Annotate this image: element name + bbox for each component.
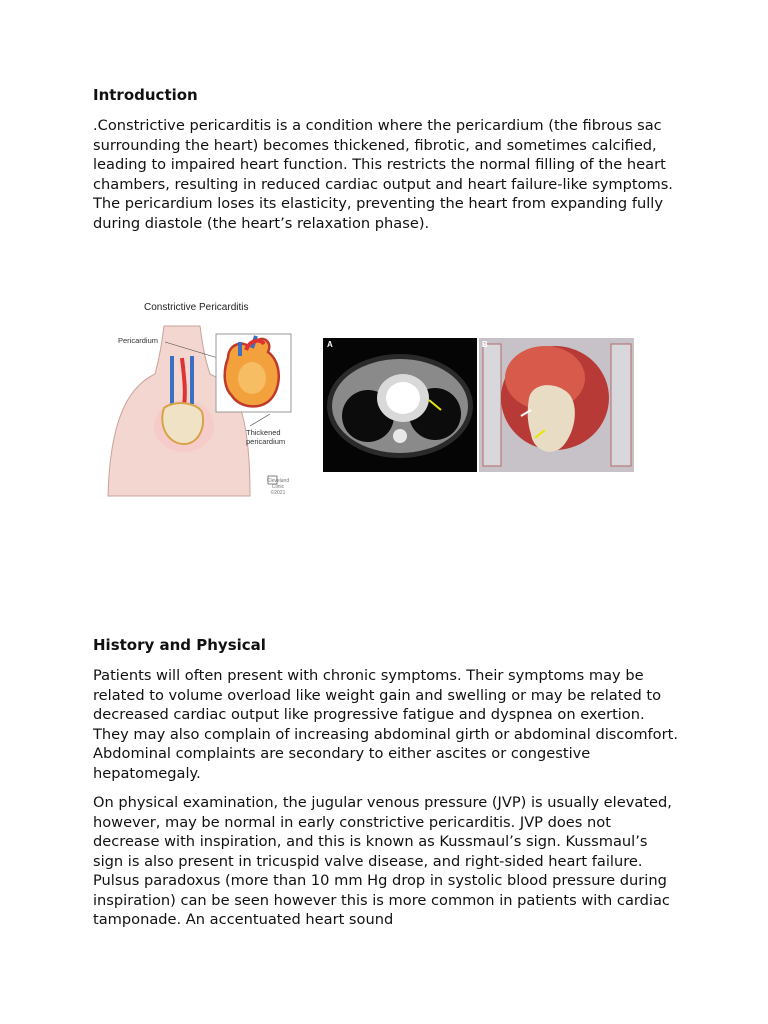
credit-line: Cleveland — [266, 478, 290, 484]
introduction-heading: Introduction — [93, 86, 198, 104]
credit-line: ©2021 — [270, 490, 286, 496]
label-pericardium: Pericardium — [118, 336, 159, 345]
history-heading: History and Physical — [93, 636, 266, 654]
label-thickened: Thickened — [246, 428, 281, 437]
history-paragraph-1: Patients will often present with chronic symptoms. Their symptoms may be related to volume overload like weight gain and swelling or may be related to decreased cardiac output like progressive fatigue and dyspnea on exertion. They may also complain of increasing abdominal girth or abdominal discomfort. Abdominal complaints are secondary to either ascites or congestive hepatomegaly. — [93, 667, 678, 782]
constrictive-pericarditis-illustration — [100, 296, 296, 510]
credit-line: Clinic — [271, 484, 285, 490]
introduction-paragraph: .Constrictive pericarditis is a condition where the pericardium (the fibrous sac surrounding the heart) becomes thickened, fibrotic, and sometimes calcified, leading to impaired heart function. This restricts the normal filling of the heart chambers, resulting in reduced cardiac output and heart failure-like symptoms. The pericardium loses its elasticity, preventing the heart from expanding fully during diastole (the heart’s relaxation phase). — [93, 117, 673, 232]
panel-b-label: B — [482, 340, 488, 349]
panel-a-label: A — [327, 340, 333, 349]
cleveland-clinic-credit — [265, 478, 291, 496]
scan-images — [323, 338, 634, 472]
illustration-title: Constrictive Pericarditis — [144, 302, 249, 313]
ct-and-surgical-figure — [323, 338, 634, 472]
label-pericardium-thick: pericardium — [246, 437, 286, 446]
history-paragraph-2: On physical examination, the jugular venous pressure (JVP) is usually elevated, however, may be normal in early constrictive pericarditis. JVP does not decrease with inspiration, and this is known as Kussmaul’s sign. Kussmaul’s sign is also present in tricuspid valve disease, and right-sided heart failure. Pulsus paradoxus (more than 10 mm Hg drop in systolic blood pressure during inspiration) can be seen however this is more common in patients with cardiac tamponade. An accentuated heart sound — [93, 794, 672, 928]
